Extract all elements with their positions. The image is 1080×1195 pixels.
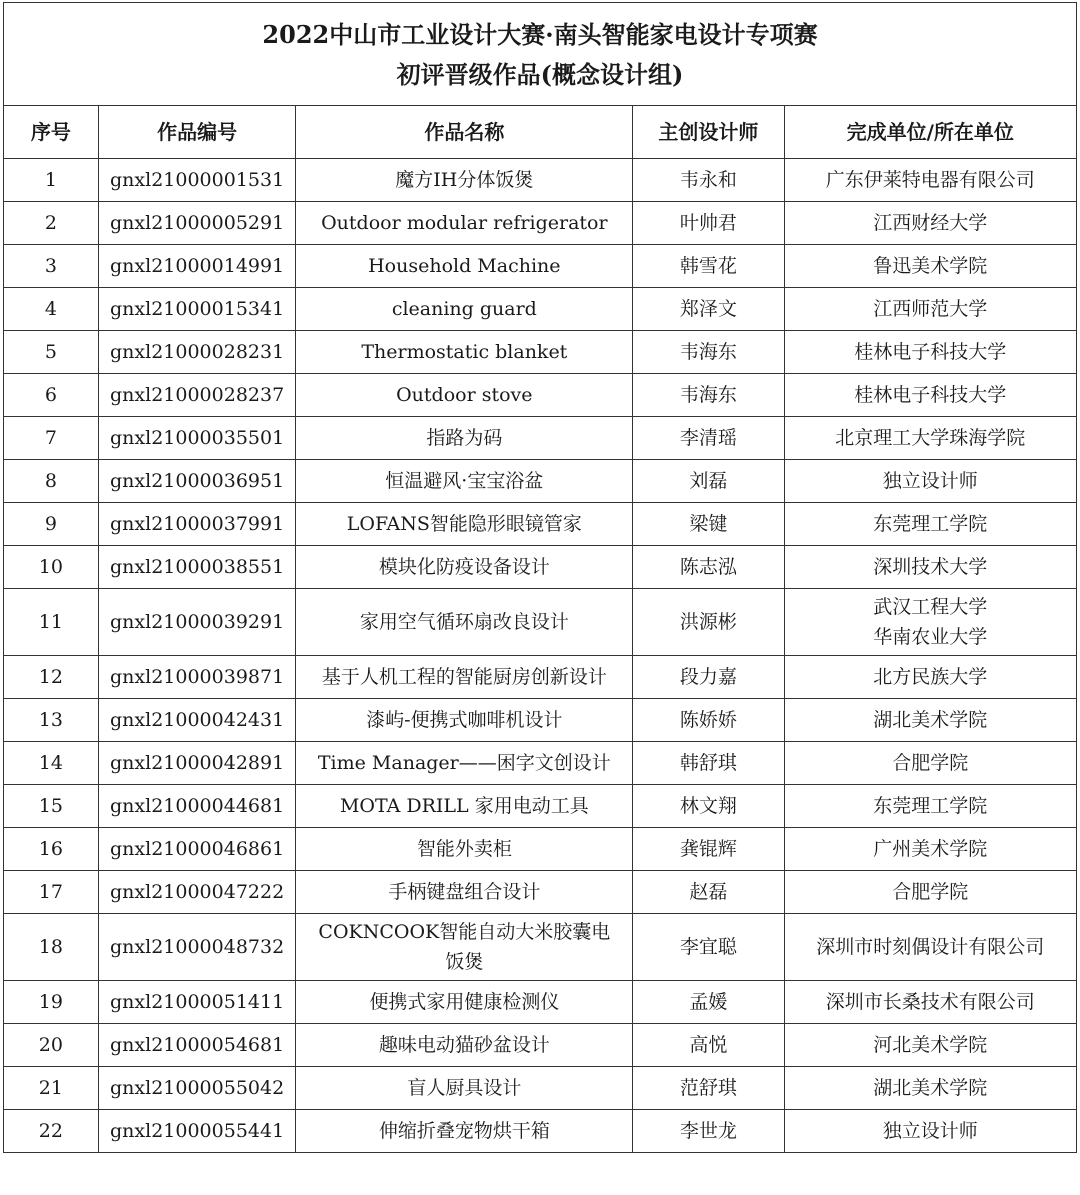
cell-no: 22 <box>4 1110 99 1153</box>
cell-no: 3 <box>4 245 99 288</box>
cell-name-line: Time Manager——困字文创设计 <box>317 752 611 774</box>
cell-no: 10 <box>4 546 99 589</box>
cell-no: 14 <box>4 742 99 785</box>
cell-unit <box>784 245 1077 288</box>
cell-name-line: 饭煲 <box>445 951 484 973</box>
cell-name-line: 伸缩折叠宠物烘干箱 <box>378 1120 550 1142</box>
cell-unit-line: 合肥学院 <box>892 752 969 774</box>
table-row <box>4 589 1077 656</box>
cell-no: 4 <box>4 288 99 331</box>
cell-code: gnxl21000028231 <box>98 331 296 374</box>
cell-name-line: Thermostatic blanket <box>361 341 568 363</box>
cell-unit <box>784 656 1077 699</box>
cell-designer: 刘磊 <box>633 460 784 503</box>
cell-code: gnxl21000036951 <box>98 460 296 503</box>
header-designer: 主创设计师 <box>633 106 784 159</box>
table-row <box>4 1024 1077 1067</box>
cell-name <box>296 871 633 914</box>
cell-name <box>296 1024 633 1067</box>
cell-designer: 高悦 <box>633 1024 784 1067</box>
header-unit: 完成单位/所在单位 <box>784 106 1077 159</box>
cell-unit-line: 桂林电子科技大学 <box>854 384 1007 406</box>
cell-code: gnxl21000035501 <box>98 417 296 460</box>
cell-name-line: 魔方IH分体饭煲 <box>395 169 534 191</box>
cell-name <box>296 417 633 460</box>
cell-designer: 韩舒琪 <box>633 742 784 785</box>
cell-no: 5 <box>4 331 99 374</box>
cell-unit <box>784 785 1077 828</box>
cell-name <box>296 699 633 742</box>
cell-designer: 段力嘉 <box>633 656 784 699</box>
cell-code: gnxl21000055441 <box>98 1110 296 1153</box>
cell-code: gnxl21000044681 <box>98 785 296 828</box>
cell-unit <box>784 1024 1077 1067</box>
cell-designer: 龚锟辉 <box>633 828 784 871</box>
table-row <box>4 828 1077 871</box>
cell-designer: 李宜聪 <box>633 914 784 981</box>
cell-name-line: Outdoor stove <box>396 384 533 406</box>
cell-no: 8 <box>4 460 99 503</box>
cell-unit-line: 江西财经大学 <box>873 212 988 234</box>
cell-unit <box>784 981 1077 1024</box>
cell-code: gnxl21000055042 <box>98 1067 296 1110</box>
cell-name <box>296 245 633 288</box>
table-row <box>4 417 1077 460</box>
cell-designer: 孟媛 <box>633 981 784 1024</box>
cell-name <box>296 1067 633 1110</box>
cell-unit <box>784 589 1077 656</box>
cell-unit <box>784 503 1077 546</box>
cell-code: gnxl21000014991 <box>98 245 296 288</box>
table-row <box>4 914 1077 981</box>
table-row <box>4 546 1077 589</box>
cell-designer: 韦海东 <box>633 374 784 417</box>
cell-name <box>296 331 633 374</box>
cell-unit-line: 广州美术学院 <box>873 838 988 860</box>
cell-unit-line: 江西师范大学 <box>873 298 988 320</box>
cell-name-line: cleaning guard <box>391 298 537 320</box>
cell-unit <box>784 699 1077 742</box>
results-sheet <box>3 2 1077 1153</box>
cell-name-line: 模块化防疫设备设计 <box>378 556 550 578</box>
cell-name <box>296 460 633 503</box>
cell-no: 21 <box>4 1067 99 1110</box>
cell-name <box>296 656 633 699</box>
cell-name-line: 基于人机工程的智能厨房创新设计 <box>321 666 607 688</box>
cell-name <box>296 374 633 417</box>
cell-unit <box>784 1110 1077 1153</box>
cell-unit-line: 合肥学院 <box>892 881 969 903</box>
cell-code: gnxl21000005291 <box>98 202 296 245</box>
cell-unit <box>784 202 1077 245</box>
table-row <box>4 503 1077 546</box>
cell-name-line: 漆屿-便携式咖啡机设计 <box>366 709 563 731</box>
cell-code: gnxl21000046861 <box>98 828 296 871</box>
cell-name-line: 手柄键盘组合设计 <box>388 881 541 903</box>
cell-no: 9 <box>4 503 99 546</box>
cell-unit <box>784 374 1077 417</box>
table-row <box>4 331 1077 374</box>
cell-unit-line: 深圳市时刻偶设计有限公司 <box>816 936 1045 958</box>
cell-name-line: 盲人厨具设计 <box>407 1077 522 1099</box>
cell-code: gnxl21000001531 <box>98 159 296 202</box>
cell-name-line: COKNCOOK智能自动大米胶囊电 <box>318 921 611 943</box>
header-no: 序号 <box>4 106 99 159</box>
cell-unit-line: 东莞理工学院 <box>873 795 988 817</box>
table-row <box>4 785 1077 828</box>
cell-unit-line: 独立设计师 <box>882 470 978 492</box>
cell-code: gnxl21000042891 <box>98 742 296 785</box>
cell-unit <box>784 331 1077 374</box>
cell-code: gnxl21000051411 <box>98 981 296 1024</box>
cell-unit <box>784 460 1077 503</box>
table-row <box>4 699 1077 742</box>
cell-designer: 陈志泓 <box>633 546 784 589</box>
header-code: 作品编号 <box>98 106 296 159</box>
cell-designer: 林文翔 <box>633 785 784 828</box>
cell-name <box>296 828 633 871</box>
cell-code: gnxl21000047222 <box>98 871 296 914</box>
cell-designer: 洪源彬 <box>633 589 784 656</box>
cell-unit <box>784 417 1077 460</box>
cell-designer: 李世龙 <box>633 1110 784 1153</box>
cell-name-line: 智能外卖柜 <box>416 838 512 860</box>
header-name: 作品名称 <box>296 106 633 159</box>
cell-no: 12 <box>4 656 99 699</box>
table-row <box>4 742 1077 785</box>
cell-unit-line: 北京理工大学珠海学院 <box>835 427 1026 449</box>
table-row <box>4 656 1077 699</box>
cell-name-line: 家用空气循环扇改良设计 <box>359 611 569 633</box>
cell-no: 13 <box>4 699 99 742</box>
cell-no: 18 <box>4 914 99 981</box>
cell-name <box>296 159 633 202</box>
cell-unit-line: 华南农业大学 <box>873 626 988 648</box>
cell-designer: 韦海东 <box>633 331 784 374</box>
cell-designer: 韦永和 <box>633 159 784 202</box>
cell-name-line: 恒温避风·宝宝浴盆 <box>385 470 544 492</box>
table-row <box>4 202 1077 245</box>
cell-code: gnxl21000042431 <box>98 699 296 742</box>
cell-unit-line: 北方民族大学 <box>873 666 988 688</box>
header-row <box>4 106 1077 159</box>
cell-name-line: Outdoor modular refrigerator <box>321 212 608 234</box>
cell-name-line: Household Machine <box>368 255 561 277</box>
cell-name-line: 便携式家用健康检测仪 <box>369 991 560 1013</box>
cell-name <box>296 981 633 1024</box>
cell-code: gnxl21000038551 <box>98 546 296 589</box>
table-row <box>4 288 1077 331</box>
table-row <box>4 159 1077 202</box>
cell-name-line: LOFANS智能隐形眼镜管家 <box>346 513 582 535</box>
cell-name <box>296 546 633 589</box>
cell-no: 17 <box>4 871 99 914</box>
cell-designer: 陈娇娇 <box>633 699 784 742</box>
cell-code: gnxl21000039291 <box>98 589 296 656</box>
cell-unit <box>784 828 1077 871</box>
cell-unit-line: 鲁迅美术学院 <box>873 255 988 277</box>
cell-unit-line: 河北美术学院 <box>873 1034 988 1056</box>
cell-unit-line: 深圳市长桑技术有限公司 <box>825 991 1035 1013</box>
cell-name-line: 指路为码 <box>426 427 503 449</box>
cell-unit-line: 桂林电子科技大学 <box>854 341 1007 363</box>
cell-no: 11 <box>4 589 99 656</box>
cell-name <box>296 742 633 785</box>
cell-name <box>296 914 633 981</box>
cell-name <box>296 785 633 828</box>
cell-name-line: MOTA DRILL 家用电动工具 <box>339 795 589 817</box>
title-row <box>4 3 1077 106</box>
cell-no: 6 <box>4 374 99 417</box>
cell-name-line: 趣味电动猫砂盆设计 <box>378 1034 550 1056</box>
cell-no: 15 <box>4 785 99 828</box>
cell-no: 1 <box>4 159 99 202</box>
cell-name <box>296 288 633 331</box>
cell-code: gnxl21000039871 <box>98 656 296 699</box>
cell-unit <box>784 742 1077 785</box>
cell-name <box>296 202 633 245</box>
cell-no: 7 <box>4 417 99 460</box>
cell-designer: 郑泽文 <box>633 288 784 331</box>
cell-designer: 赵磊 <box>633 871 784 914</box>
cell-unit <box>784 546 1077 589</box>
cell-unit <box>784 914 1077 981</box>
cell-unit-line: 深圳技术大学 <box>873 556 988 578</box>
table-row <box>4 374 1077 417</box>
title-line-2: 初评晋级作品(概念设计组) <box>396 60 684 89</box>
cell-designer: 叶帅君 <box>633 202 784 245</box>
cell-unit-line: 广东伊莱特电器有限公司 <box>825 169 1035 191</box>
title-line-1: 2022中山市工业设计大赛·南头智能家电设计专项赛 <box>262 20 818 49</box>
cell-unit <box>784 288 1077 331</box>
cell-designer: 李清瑶 <box>633 417 784 460</box>
table-row <box>4 871 1077 914</box>
cell-no: 2 <box>4 202 99 245</box>
cell-name <box>296 589 633 656</box>
table-row <box>4 1110 1077 1153</box>
cell-code: gnxl21000028237 <box>98 374 296 417</box>
cell-no: 16 <box>4 828 99 871</box>
table-row <box>4 981 1077 1024</box>
cell-code: gnxl21000037991 <box>98 503 296 546</box>
cell-code: gnxl21000048732 <box>98 914 296 981</box>
cell-name <box>296 1110 633 1153</box>
table-row <box>4 460 1077 503</box>
cell-code: gnxl21000054681 <box>98 1024 296 1067</box>
cell-designer: 韩雪花 <box>633 245 784 288</box>
cell-unit-line: 武汉工程大学 <box>873 596 988 618</box>
cell-designer: 梁键 <box>633 503 784 546</box>
table-row <box>4 1067 1077 1110</box>
table-body <box>4 159 1077 1153</box>
cell-unit-line: 独立设计师 <box>882 1120 978 1142</box>
cell-unit-line: 湖北美术学院 <box>873 709 988 731</box>
cell-unit-line: 东莞理工学院 <box>873 513 988 535</box>
table-row <box>4 245 1077 288</box>
cell-unit <box>784 871 1077 914</box>
cell-no: 20 <box>4 1024 99 1067</box>
cell-designer: 范舒琪 <box>633 1067 784 1110</box>
cell-unit <box>784 159 1077 202</box>
table-title <box>4 3 1077 106</box>
results-table <box>3 2 1077 1153</box>
cell-code: gnxl21000015341 <box>98 288 296 331</box>
cell-no: 19 <box>4 981 99 1024</box>
cell-unit <box>784 1067 1077 1110</box>
cell-name <box>296 503 633 546</box>
cell-unit-line: 湖北美术学院 <box>873 1077 988 1099</box>
